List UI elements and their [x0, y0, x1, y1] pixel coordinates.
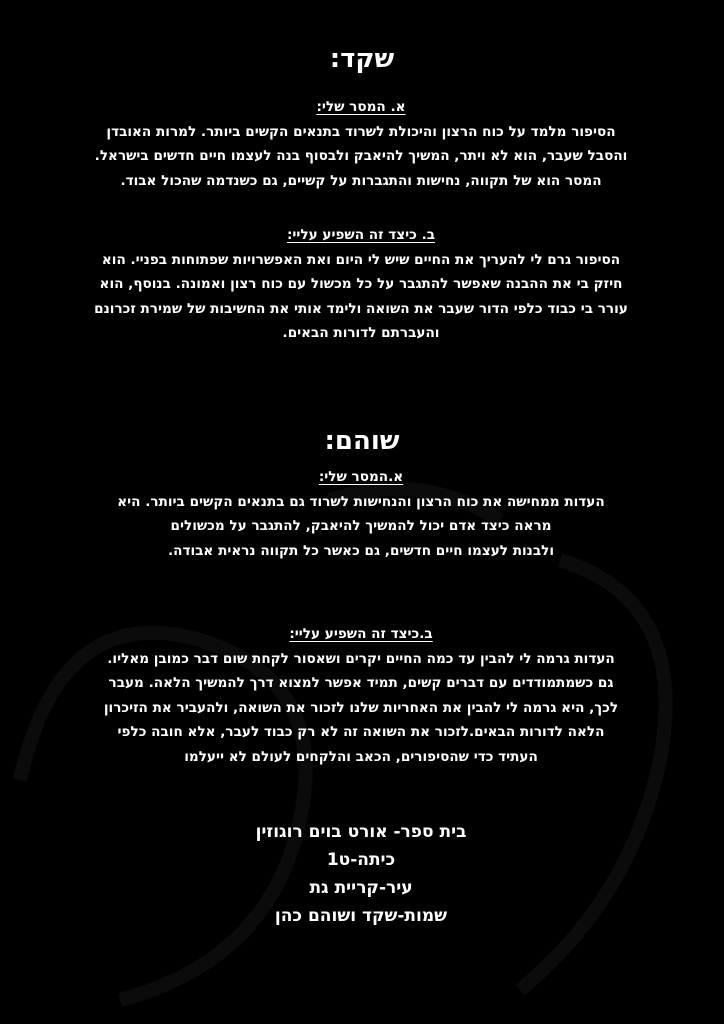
shaked-message-line: הסיפור מלמד על כוח הרצון והיכולת לשרוד בתנאים הקשים ביותר. למרות האובדן [106, 123, 616, 140]
shoham-title: שוהם: [324, 426, 400, 456]
class-name: כיתה-ט1 [326, 850, 396, 870]
shoham-influence-heading: ב.כיצד זה השפיע עליי: [289, 626, 433, 642]
shoham-message-line: ולבנות לעצמו חיים חדשים, גם כאשר כל תקווה נראית אבודה. [167, 542, 554, 559]
shoham-influence-line: גם כשמתמודדים עם דברים קשים, תמיד אפשר למצוא דרך להמשיך הלאה. מעבר [108, 675, 614, 691]
shaked-influence-line: והעברתם לדורות הבאים. [282, 325, 440, 341]
shoham-influence-line: העתיד כדי שהסיפורים, הכאב והלקחים לעולם לא ייעלמו [184, 748, 538, 765]
shaked-influence-line: עורר בי כבוד כלפי הדור שעבר את השואה ולימד אותי את החשיבות של שמירת זכרונם [94, 300, 628, 317]
shoham-influence-section [30, 622, 692, 769]
shaked-influence-heading: ב. כיצד זה השפיע עליי: [286, 227, 436, 243]
shaked-influence-line: הסיפור גרם לי להעריך את החיים שיש לי היום ואת האפשרויות שפתוחות בפניי. הוא [101, 251, 621, 268]
shaked-influence-section [30, 223, 692, 346]
shoham-message-line: מראה כיצד אדם יכול להמשיך להיאבק, להתגבר על מכשולים [170, 518, 552, 534]
shoham-message-section [30, 465, 692, 563]
footer-credits [30, 818, 692, 930]
shaked-title: שקד: [329, 44, 395, 74]
student-names: שמות-שקד ושוהם כהן [274, 906, 448, 926]
city-name: עיר-קריית גת [309, 878, 413, 898]
school-name: בית ספר- אורט בוים רוגוזין [255, 822, 467, 842]
shaked-message-line: המסר הוא של תקווה, נחישות והתגברות על קשיים, גם כשנדמה שהכול אבוד. [120, 172, 602, 189]
shaked-message-line: והסבל שעבר, הוא לא ויתר, המשיך להיאבק ולבסוף בנה לעצמו חיים חדשים בישראל. [94, 148, 628, 164]
shoham-message-heading: א.המסר שלי: [318, 469, 404, 485]
shoham-message-line: העדות ממחישה את כוח הרצון והנחישות לשרוד גם בתנאים הקשים ביותר. היא [117, 493, 605, 510]
shaked-influence-line: חיזק בי את ההבנה שאפשר להתגבר על כל מכשול עם כוח רצון ואמונה. בנוסף, הוא [99, 276, 623, 292]
shoham-influence-line: לכך, היא גרמה לי להבין את האחריות שלנו לזכור את השואה, ולהעביר את הזיכרון [103, 699, 619, 716]
shaked-message-section [30, 95, 692, 193]
shoham-influence-line: העדות גרמה לי להבין עד כמה החיים יקרים ושאסור לקחת שום דבר כמובן מאליו. [107, 650, 615, 667]
shoham-influence-line: הלאה לדורות הבאים.לזכור את השואה זה לא רק כבוד לעבר, אלא חובה כלפי [117, 724, 605, 740]
shaked-message-heading: א. המסר שלי: [316, 99, 406, 115]
